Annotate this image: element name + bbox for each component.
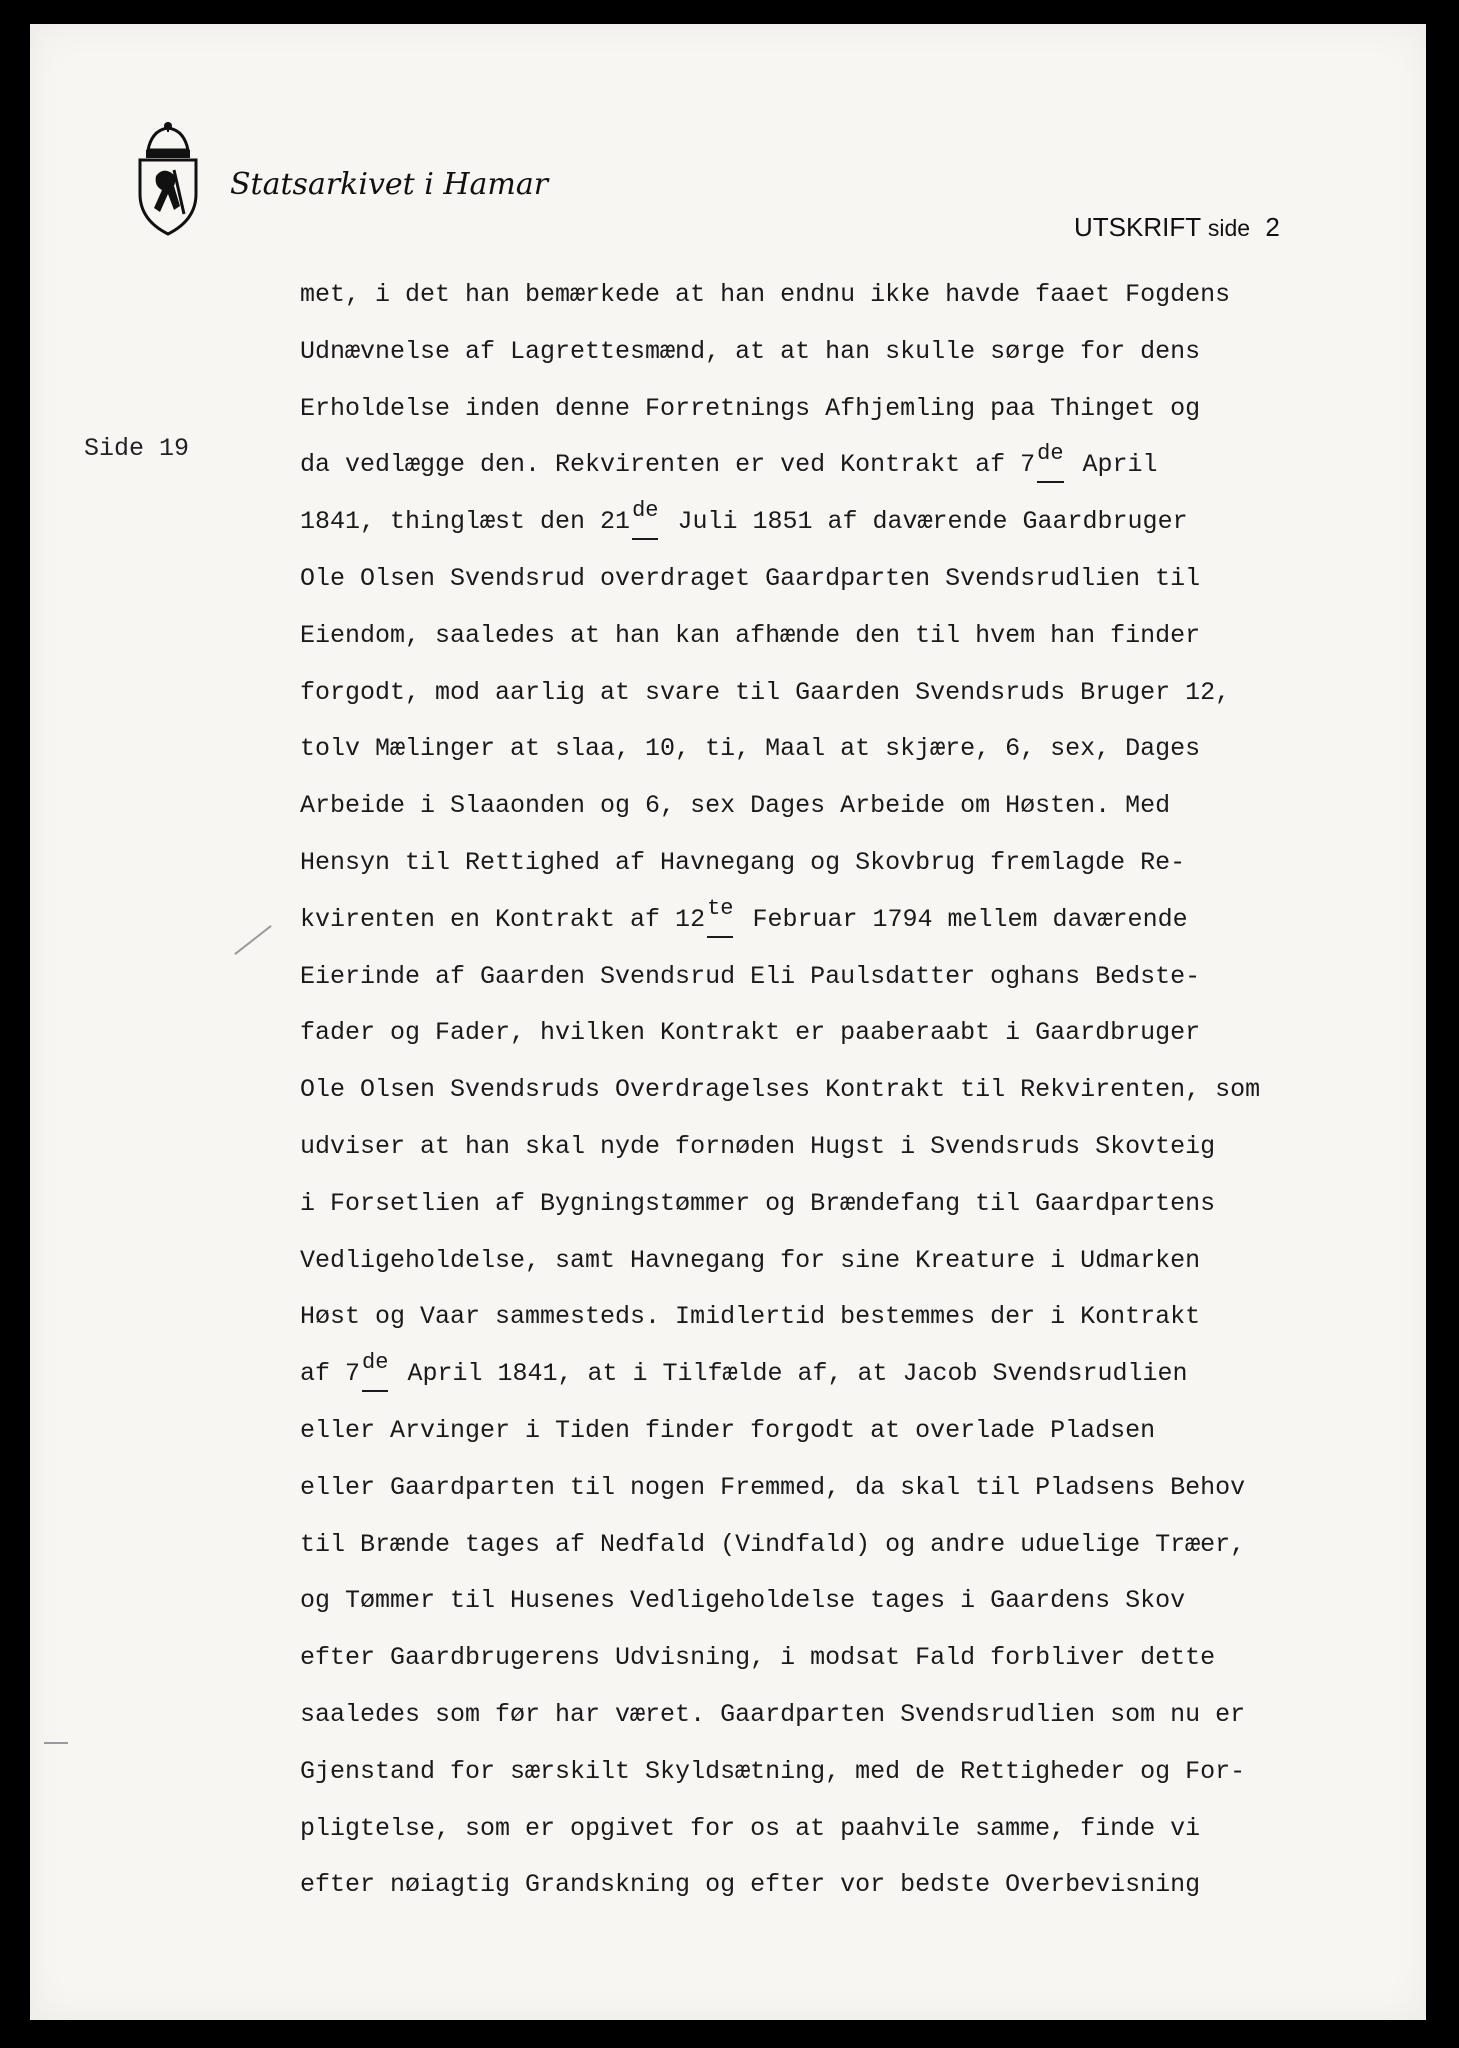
text-line (300, 892, 1260, 949)
text-line: Høst og Vaar sammesteds. Imidlertid bestemmes der i Kontrakt (300, 1302, 1201, 1332)
text-line: i Forsetlien af Bygningstømmer og Brændefang til Gaardpartens (300, 1188, 1216, 1218)
text-segment: af 7 (300, 1359, 361, 1389)
page-number: 2 (1265, 212, 1280, 242)
text-line: Gjenstand for særskilt Skyldsætning, med de Rettigheder og For- (300, 1756, 1246, 1786)
text-line: Ole Olsen Svendsruds Overdragelses Kontrakt til Rekvirenten, som (300, 1075, 1261, 1105)
superscript-ordinal: de (362, 1364, 388, 1386)
text-line (300, 494, 1260, 551)
margin-tick-mark (44, 1742, 68, 1744)
text-line: Ole Olsen Svendsrud overdraget Gaardparten Svendsrudlien til (300, 563, 1201, 593)
text-line: pligtelse, som er opgivet for os at paahvile samme, finde vi (300, 1813, 1201, 1843)
text-segment: 1841, thinglæst den 21 (300, 507, 631, 537)
text-line: udviser at han skal nyde fornøden Hugst i Svendsruds Skovteig (300, 1131, 1216, 1161)
text-line (300, 1346, 1260, 1403)
margin-page-reference: Side 19 (84, 434, 190, 463)
text-line: fader og Fader, hvilken Kontrakt er paaberaabt i Gaardbruger (300, 1018, 1201, 1048)
text-line: Arbeide i Slaaonden og 6, sex Dages Arbeide om Høsten. Med (300, 791, 1171, 821)
text-line: eller Gaardparten til nogen Fremmed, da skal til Pladsens Behov (300, 1472, 1246, 1502)
text-segment: April (1082, 450, 1158, 480)
text-segment: Juli 1851 af daværende Gaardbruger (677, 507, 1188, 537)
text-line: forgodt, mod aarlig at svare til Gaarden Svendsruds Bruger 12, (300, 677, 1231, 707)
text-line (300, 437, 1260, 494)
text-line: eller Arvinger i Tiden finder forgodt at overlade Pladsen (300, 1415, 1156, 1445)
document-page (30, 24, 1426, 2020)
text-segment: Februar 1794 mellem daværende (752, 904, 1188, 934)
text-line: Eierinde af Gaarden Svendsrud Eli Paulsdatter oghans Bedste- (300, 961, 1201, 991)
document-body (300, 267, 1260, 1914)
text-line: Udnævnelse af Lagrettesmænd, at at han skulle sørge for dens (300, 336, 1201, 366)
text-segment: April 1841, at i Tilfælde af, at Jacob Svendsrudlien (407, 1359, 1188, 1389)
archive-name: Statsarkivet i Hamar (230, 167, 549, 202)
text-segment: kvirenten en Kontrakt af 12 (300, 904, 706, 934)
text-line: met, i det han bemærkede at han endnu ikke havde faaet Fogdens (300, 280, 1231, 309)
text-segment: da vedlægge den. Rekvirenten er ved Kontrakt af 7 (300, 450, 1036, 480)
document-label: UTSKRIFT (1074, 212, 1201, 242)
text-line: og Tømmer til Husenes Vedligeholdelse tages i Gaardens Skov (300, 1586, 1186, 1616)
margin-pencil-mark (234, 925, 271, 955)
superscript-ordinal: de (1037, 455, 1063, 477)
text-line: tolv Mælinger at slaa, 10, ti, Maal at skjære, 6, sex, Dages (300, 734, 1201, 764)
text-line: efter Gaardbrugerens Udvisning, i modsat Fald forbliver dette (300, 1643, 1216, 1673)
text-line: til Brænde tages af Nedfald (Vindfald) og andre uduelige Træer, (300, 1529, 1246, 1559)
page-header (1074, 212, 1280, 243)
norwegian-coat-of-arms-icon (134, 120, 202, 238)
text-line: Erholdelse inden denne Forretnings Afhjemling paa Thinget og (300, 393, 1201, 423)
text-line: efter nøiagtig Grandskning og efter vor bedste Overbevisning (300, 1870, 1201, 1900)
text-line: Vedligeholdelse, samt Havnegang for sine Kreature i Udmarken (300, 1245, 1201, 1275)
superscript-ordinal: te (707, 910, 733, 932)
text-line: Eiendom, saaledes at han kan afhænde den til hvem han finder (300, 620, 1201, 650)
page-word: side (1207, 215, 1251, 241)
text-line: Hensyn til Rettighed af Havnegang og Skovbrug fremlagde Re- (300, 847, 1186, 877)
text-line: saaledes som før har været. Gaardparten Svendsrudlien som nu er (300, 1699, 1246, 1729)
superscript-ordinal: de (632, 512, 658, 534)
